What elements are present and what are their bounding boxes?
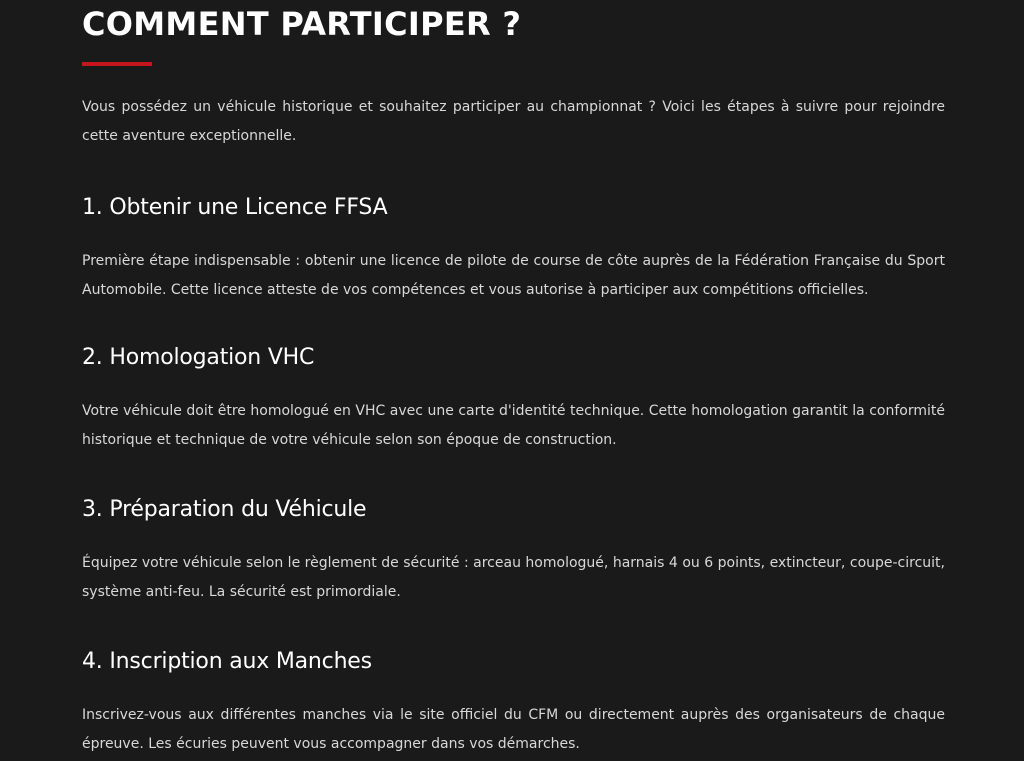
- step-description: Inscrivez-vous aux différentes manches via le site officiel du CFM ou directement auprès des organisateurs de chaque épreuve. Les écuries peuvent vous accompagner dans vos démarches.: [82, 707, 945, 752]
- step-description: Votre véhicule doit être homologué en VHC avec une carte d'identité technique. Cette homologation garantit la conformité historique et technique de votre véhicule selon son époque de construction.: [82, 403, 945, 448]
- step-description: Équipez votre véhicule selon le règlement de sécurité : arceau homologué, harnais 4 ou 6 points, extincteur, coupe-circuit, système anti-feu. La sécurité est primordiale.: [82, 555, 945, 600]
- step-homologation-vhc: [82, 345, 945, 448]
- step-licence-ffsa: [82, 195, 945, 298]
- page-title: COMMENT PARTICIPER ?: [82, 5, 522, 43]
- title-accent-underline: [82, 62, 152, 66]
- step-heading: 3. Préparation du Véhicule: [82, 497, 367, 522]
- step-description: Première étape indispensable : obtenir une licence de pilote de course de côte auprès de la Fédération Française du Sport Automobile. Cette licence atteste de vos compétences et vous autorise à participer aux compétitions officielles.: [82, 253, 945, 298]
- intro-paragraph: Vous possédez un véhicule historique et souhaitez participer au championnat ? Voici les étapes à suivre pour rejoindre cette aventure exceptionnelle.: [82, 99, 945, 144]
- step-heading: 4. Inscription aux Manches: [82, 649, 372, 674]
- step-heading: 1. Obtenir une Licence FFSA: [82, 195, 388, 220]
- step-heading: 2. Homologation VHC: [82, 345, 315, 370]
- step-preparation-vehicule: [82, 497, 945, 600]
- step-inscription-manches: [82, 649, 945, 752]
